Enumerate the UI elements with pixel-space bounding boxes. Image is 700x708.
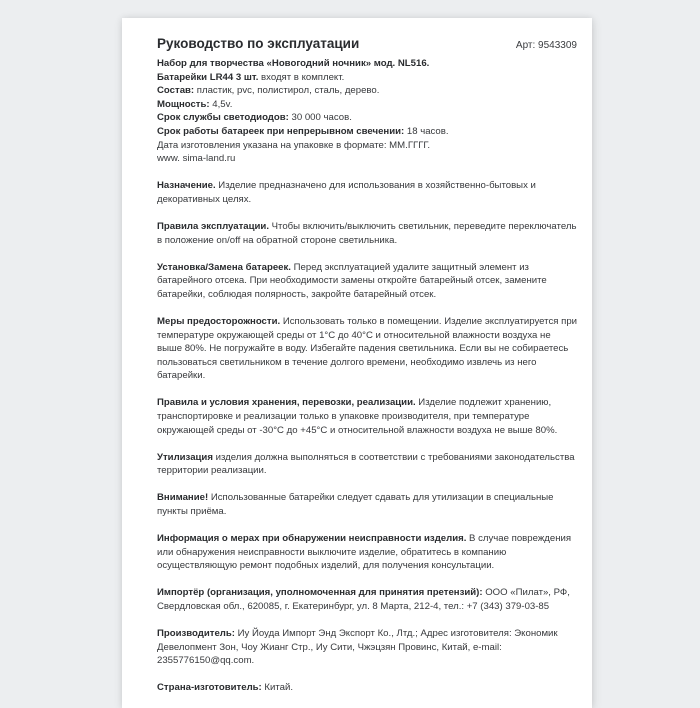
section-country bbox=[157, 681, 577, 695]
kit-label: Набор для творчества «Новогодний ночник» мод. NL516. bbox=[157, 58, 430, 69]
section-text: Изделие подлежит хранению, транспортировке и реализации только в упаковке производителя, при температуре окружающей среды от -30°С до +45°С и относительной влажности воздуха не выше 80%. bbox=[157, 397, 558, 436]
section-text: Иу Йоуда Импорт Энд Экспорт Ко., Лтд.; Адрес изготовителя: Экономик Девелопмент Зон, Чоу Жианг Стр., Иу Сити, Чжэцзян Провинс, Китай, e-mail: 2355776150@qq.com. bbox=[157, 628, 558, 667]
battery-life-text: 18 часов. bbox=[404, 125, 449, 137]
section-label: Импортёр (организация, уполномоченная для принятия претензий): bbox=[157, 587, 483, 599]
composition-label: Состав: bbox=[157, 85, 195, 97]
section-label: Правила эксплуатации. bbox=[157, 220, 269, 232]
section-text: Перед эксплуатацией удалите защитный элемент из батарейного отсека. При необходимости замены откройте батарейный отсек, замените батарейки, соблюдая полярность, закройте батарейный отсек. bbox=[157, 261, 547, 300]
composition-line bbox=[157, 84, 577, 98]
led-life-text: 30 000 часов. bbox=[288, 112, 352, 124]
section-precautions bbox=[157, 315, 577, 383]
battery-life-line bbox=[157, 125, 577, 139]
batteries-line bbox=[157, 71, 577, 85]
section-text: ООО «Пилат», РФ, Свердловская обл., 620085, г. Екатеринбург, ул. 8 Марта, 212-4, тел.: +7 (343) 379-03-85 bbox=[157, 587, 570, 612]
section-label: Меры предосторожности. bbox=[157, 315, 281, 327]
section-label: Правила и условия хранения, перевозки, реализации. bbox=[157, 397, 416, 409]
batteries-text: входят в комплект. bbox=[258, 71, 345, 83]
section-text: Изделие предназначено для использования в хозяйственно-бытовых и декоративных целях. bbox=[157, 180, 536, 205]
section-operation-rules bbox=[157, 220, 577, 247]
led-life-line bbox=[157, 111, 577, 125]
section-label: Внимание! bbox=[157, 492, 209, 504]
intro-block bbox=[157, 57, 577, 166]
section-label: Производитель: bbox=[157, 628, 235, 639]
section-label: Утилизация bbox=[157, 451, 213, 463]
led-life-label: Срок службы светодиодов: bbox=[157, 112, 289, 124]
section-battery-install bbox=[157, 261, 577, 302]
battery-life-label: Срок работы батареек при непрерывном свечении: bbox=[157, 125, 405, 137]
article-number: Арт: 9543309 bbox=[515, 40, 577, 51]
section-storage bbox=[157, 396, 577, 437]
date-note: Дата изготовления указана на упаковке в формате: ММ.ГГГГ. bbox=[157, 139, 431, 151]
section-text: изделия должна выполняться в соответствии с требованиями законодательства территории реализации. bbox=[157, 451, 575, 477]
website: www. sima-land.ru bbox=[157, 153, 236, 165]
section-importer bbox=[157, 586, 577, 613]
section-text: Чтобы включить/выключить светильник, переведите переключатель в положение on/off на обратной стороне светильника. bbox=[157, 220, 577, 246]
section-text: Использованные батарейки следует сдавать для утилизации в специальные пункты приёма. bbox=[157, 492, 554, 517]
section-malfunction bbox=[157, 532, 577, 573]
kit-line bbox=[157, 57, 577, 71]
document-body bbox=[157, 57, 577, 695]
composition-text: пластик, pvc, полистирол, сталь, дерево. bbox=[194, 85, 380, 97]
section-manufacturer bbox=[157, 627, 577, 668]
section-label: Информация о мерах при обнаружении неисправности изделия. bbox=[157, 533, 467, 545]
section-purpose bbox=[157, 179, 577, 206]
section-disposal bbox=[157, 451, 577, 478]
power-label: Мощность: bbox=[157, 98, 210, 110]
document-title: Руководство по эксплуатации bbox=[157, 36, 360, 51]
power-text: 4,5v. bbox=[209, 98, 233, 110]
batteries-label: Батарейки LR44 3 шт. bbox=[157, 71, 259, 83]
section-label: Установка/Замена батареек. bbox=[157, 261, 291, 273]
section-label: Назначение. bbox=[157, 180, 216, 192]
section-attention bbox=[157, 491, 577, 518]
section-text: Использовать только в помещении. Изделие эксплуатируется при температуре окружающей среды от 1°С до 40°С и относительной влажности воздуха не выше 80%. Не погружайте в воду. Избегайте падения светильника. Если вы не собираетесь пользоваться светильником в течение долгого времени, необходимо извлечь из него батарейки. bbox=[157, 315, 578, 382]
section-label: Страна-изготовитель: bbox=[157, 682, 262, 694]
section-text: В случае повреждения или обнаружения неисправности выключите изделие, обратитесь в компанию осуществляющую ремонт подобных изделий, для получения консультации. bbox=[157, 533, 572, 572]
section-text: Китай. bbox=[261, 682, 294, 694]
power-line bbox=[157, 98, 577, 112]
document-header bbox=[157, 36, 577, 51]
